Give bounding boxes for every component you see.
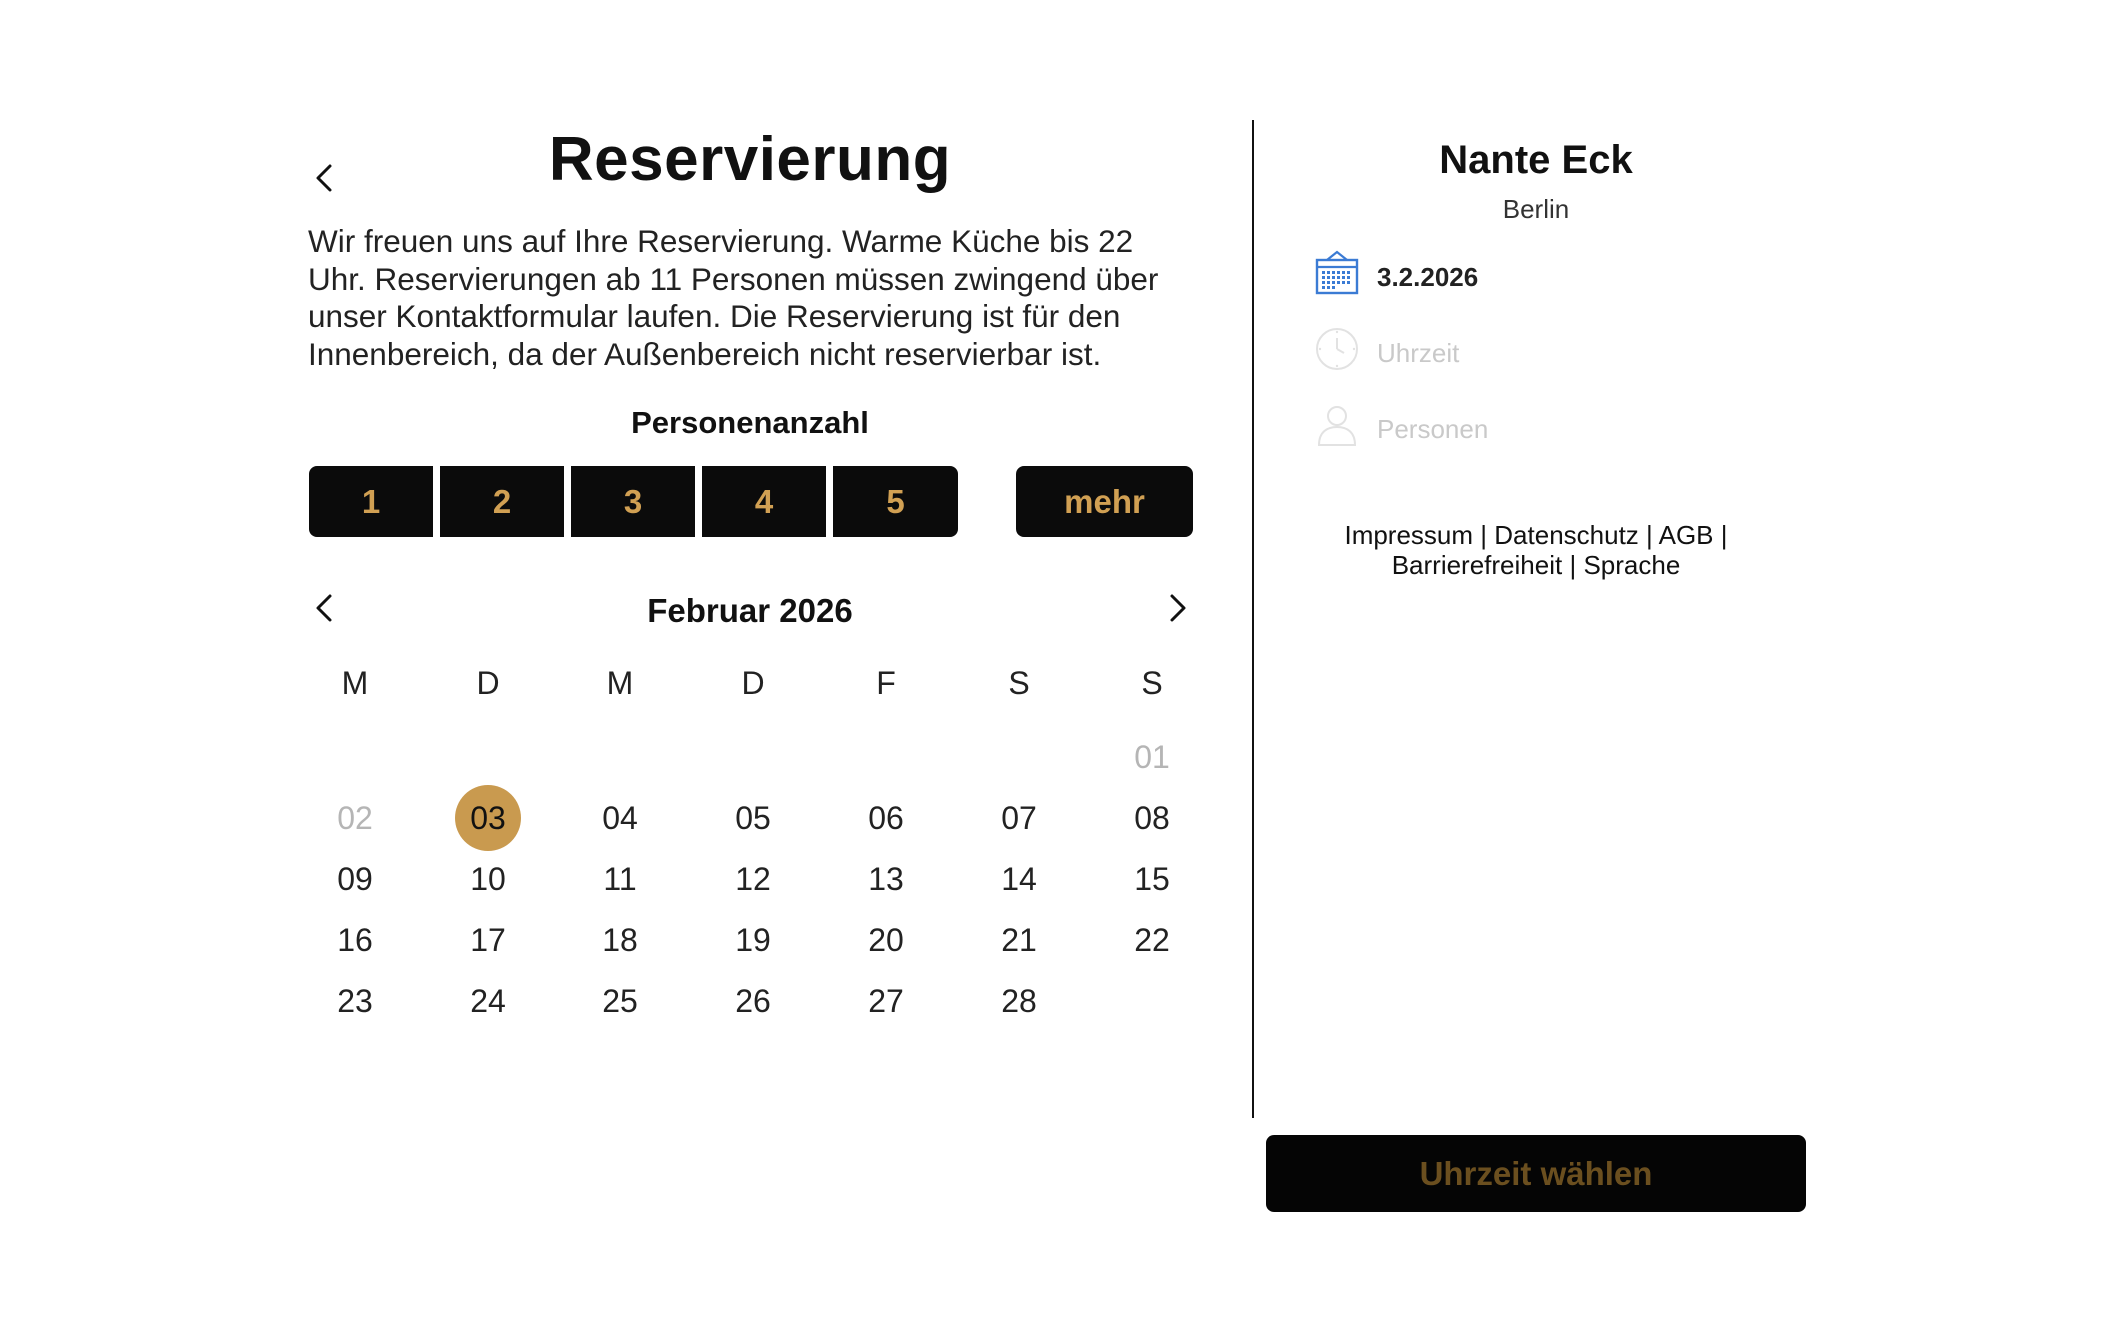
calendar-day[interactable]: 25 [602, 983, 638, 1019]
calendar-day[interactable]: 20 [868, 922, 904, 958]
persons-more-button[interactable]: mehr [1016, 466, 1193, 537]
calendar-day: 01 [1134, 739, 1170, 775]
calendar-day[interactable]: 27 [868, 983, 904, 1019]
intro-text: Wir freuen uns auf Ihre Reservierung. Warme Küche bis 22 Uhr. Reservierungen ab 11 Personen müssen zwingend über unser Kontaktformular laufen. Die Reservierung ist für den Innenbereich, da der Außenbereich nicht reservierbar ist. [308, 223, 1159, 372]
calendar-day[interactable]: 14 [1001, 861, 1037, 897]
calendar-day[interactable]: 09 [337, 861, 373, 897]
calendar-day[interactable]: 11 [603, 861, 637, 897]
weekday-label: D [741, 665, 765, 701]
calendar-day[interactable]: 18 [602, 922, 638, 958]
calendar-day-selected[interactable]: 03 [455, 785, 521, 851]
weekday-label: F [876, 665, 896, 701]
weekday-label: D [476, 665, 500, 701]
weekday-label: S [1008, 665, 1030, 701]
footer-link-impressum[interactable]: Impressum [1344, 520, 1474, 550]
chevron-right-icon [1157, 588, 1197, 628]
calendar-day: 02 [337, 800, 373, 836]
choose-time-button[interactable]: Uhrzeit wählen [1266, 1135, 1806, 1212]
calendar-day[interactable]: 23 [337, 983, 373, 1019]
footer-link-datenschutz[interactable]: Datenschutz [1494, 520, 1639, 550]
next-month-button[interactable] [1157, 588, 1197, 628]
panel-divider [1252, 120, 1254, 1118]
weekday-label: S [1141, 665, 1163, 701]
calendar-day[interactable]: 04 [602, 800, 638, 836]
calendar-day[interactable]: 17 [470, 922, 506, 958]
calendar-day[interactable]: 07 [1001, 800, 1037, 836]
calendar-day[interactable]: 12 [735, 861, 771, 897]
calendar-day[interactable]: 15 [1134, 861, 1170, 897]
calendar-day[interactable]: 06 [868, 800, 904, 836]
calendar-day[interactable]: 26 [735, 983, 771, 1019]
calendar-icon [1314, 250, 1360, 296]
calendar-day[interactable]: 05 [735, 800, 771, 836]
persons-title: Personenanzahl [631, 405, 869, 440]
weekday-label: M [606, 665, 634, 701]
page-title: Reservierung [548, 125, 952, 194]
calendar-day[interactable]: 22 [1134, 922, 1170, 958]
calendar-day[interactable]: 10 [470, 861, 506, 897]
persons-option-1[interactable]: 1 [309, 466, 433, 537]
persons-option-5[interactable]: 5 [833, 466, 958, 537]
back-button[interactable] [305, 158, 345, 198]
calendar-day[interactable]: 16 [337, 922, 373, 958]
calendar-day[interactable]: 19 [735, 922, 771, 958]
summary-persons: Personen [1377, 414, 1489, 444]
footer-links: Impressum | Datenschutz | AGB | Barrierefreiheit | Sprache [1344, 520, 1728, 580]
calendar-day[interactable]: 28 [1001, 983, 1037, 1019]
footer-link-agb[interactable]: AGB [1658, 520, 1714, 550]
chevron-left-icon [305, 588, 345, 628]
persons-option-3[interactable]: 3 [571, 466, 695, 537]
calendar-day[interactable]: 21 [1001, 922, 1037, 958]
calendar-day[interactable]: 24 [470, 983, 506, 1019]
persons-option-4[interactable]: 4 [702, 466, 826, 537]
person-icon [1314, 402, 1360, 448]
chevron-left-icon [305, 158, 345, 198]
previous-month-button[interactable] [305, 588, 345, 628]
calendar-day[interactable]: 08 [1134, 800, 1170, 836]
summary-date: 3.2.2026 [1377, 262, 1479, 292]
weekday-label: M [341, 665, 369, 701]
restaurant-city: Berlin [1502, 194, 1570, 224]
footer-link-sprache[interactable]: Sprache [1583, 550, 1681, 580]
calendar-month-label: Februar 2026 [647, 592, 853, 629]
clock-icon [1314, 326, 1360, 372]
footer-link-barrierefreiheit[interactable]: Barrierefreiheit [1391, 550, 1563, 580]
calendar-day[interactable]: 13 [868, 861, 904, 897]
summary-time: Uhrzeit [1377, 338, 1460, 368]
restaurant-name: Nante Eck [1439, 138, 1633, 182]
persons-option-2[interactable]: 2 [440, 466, 564, 537]
